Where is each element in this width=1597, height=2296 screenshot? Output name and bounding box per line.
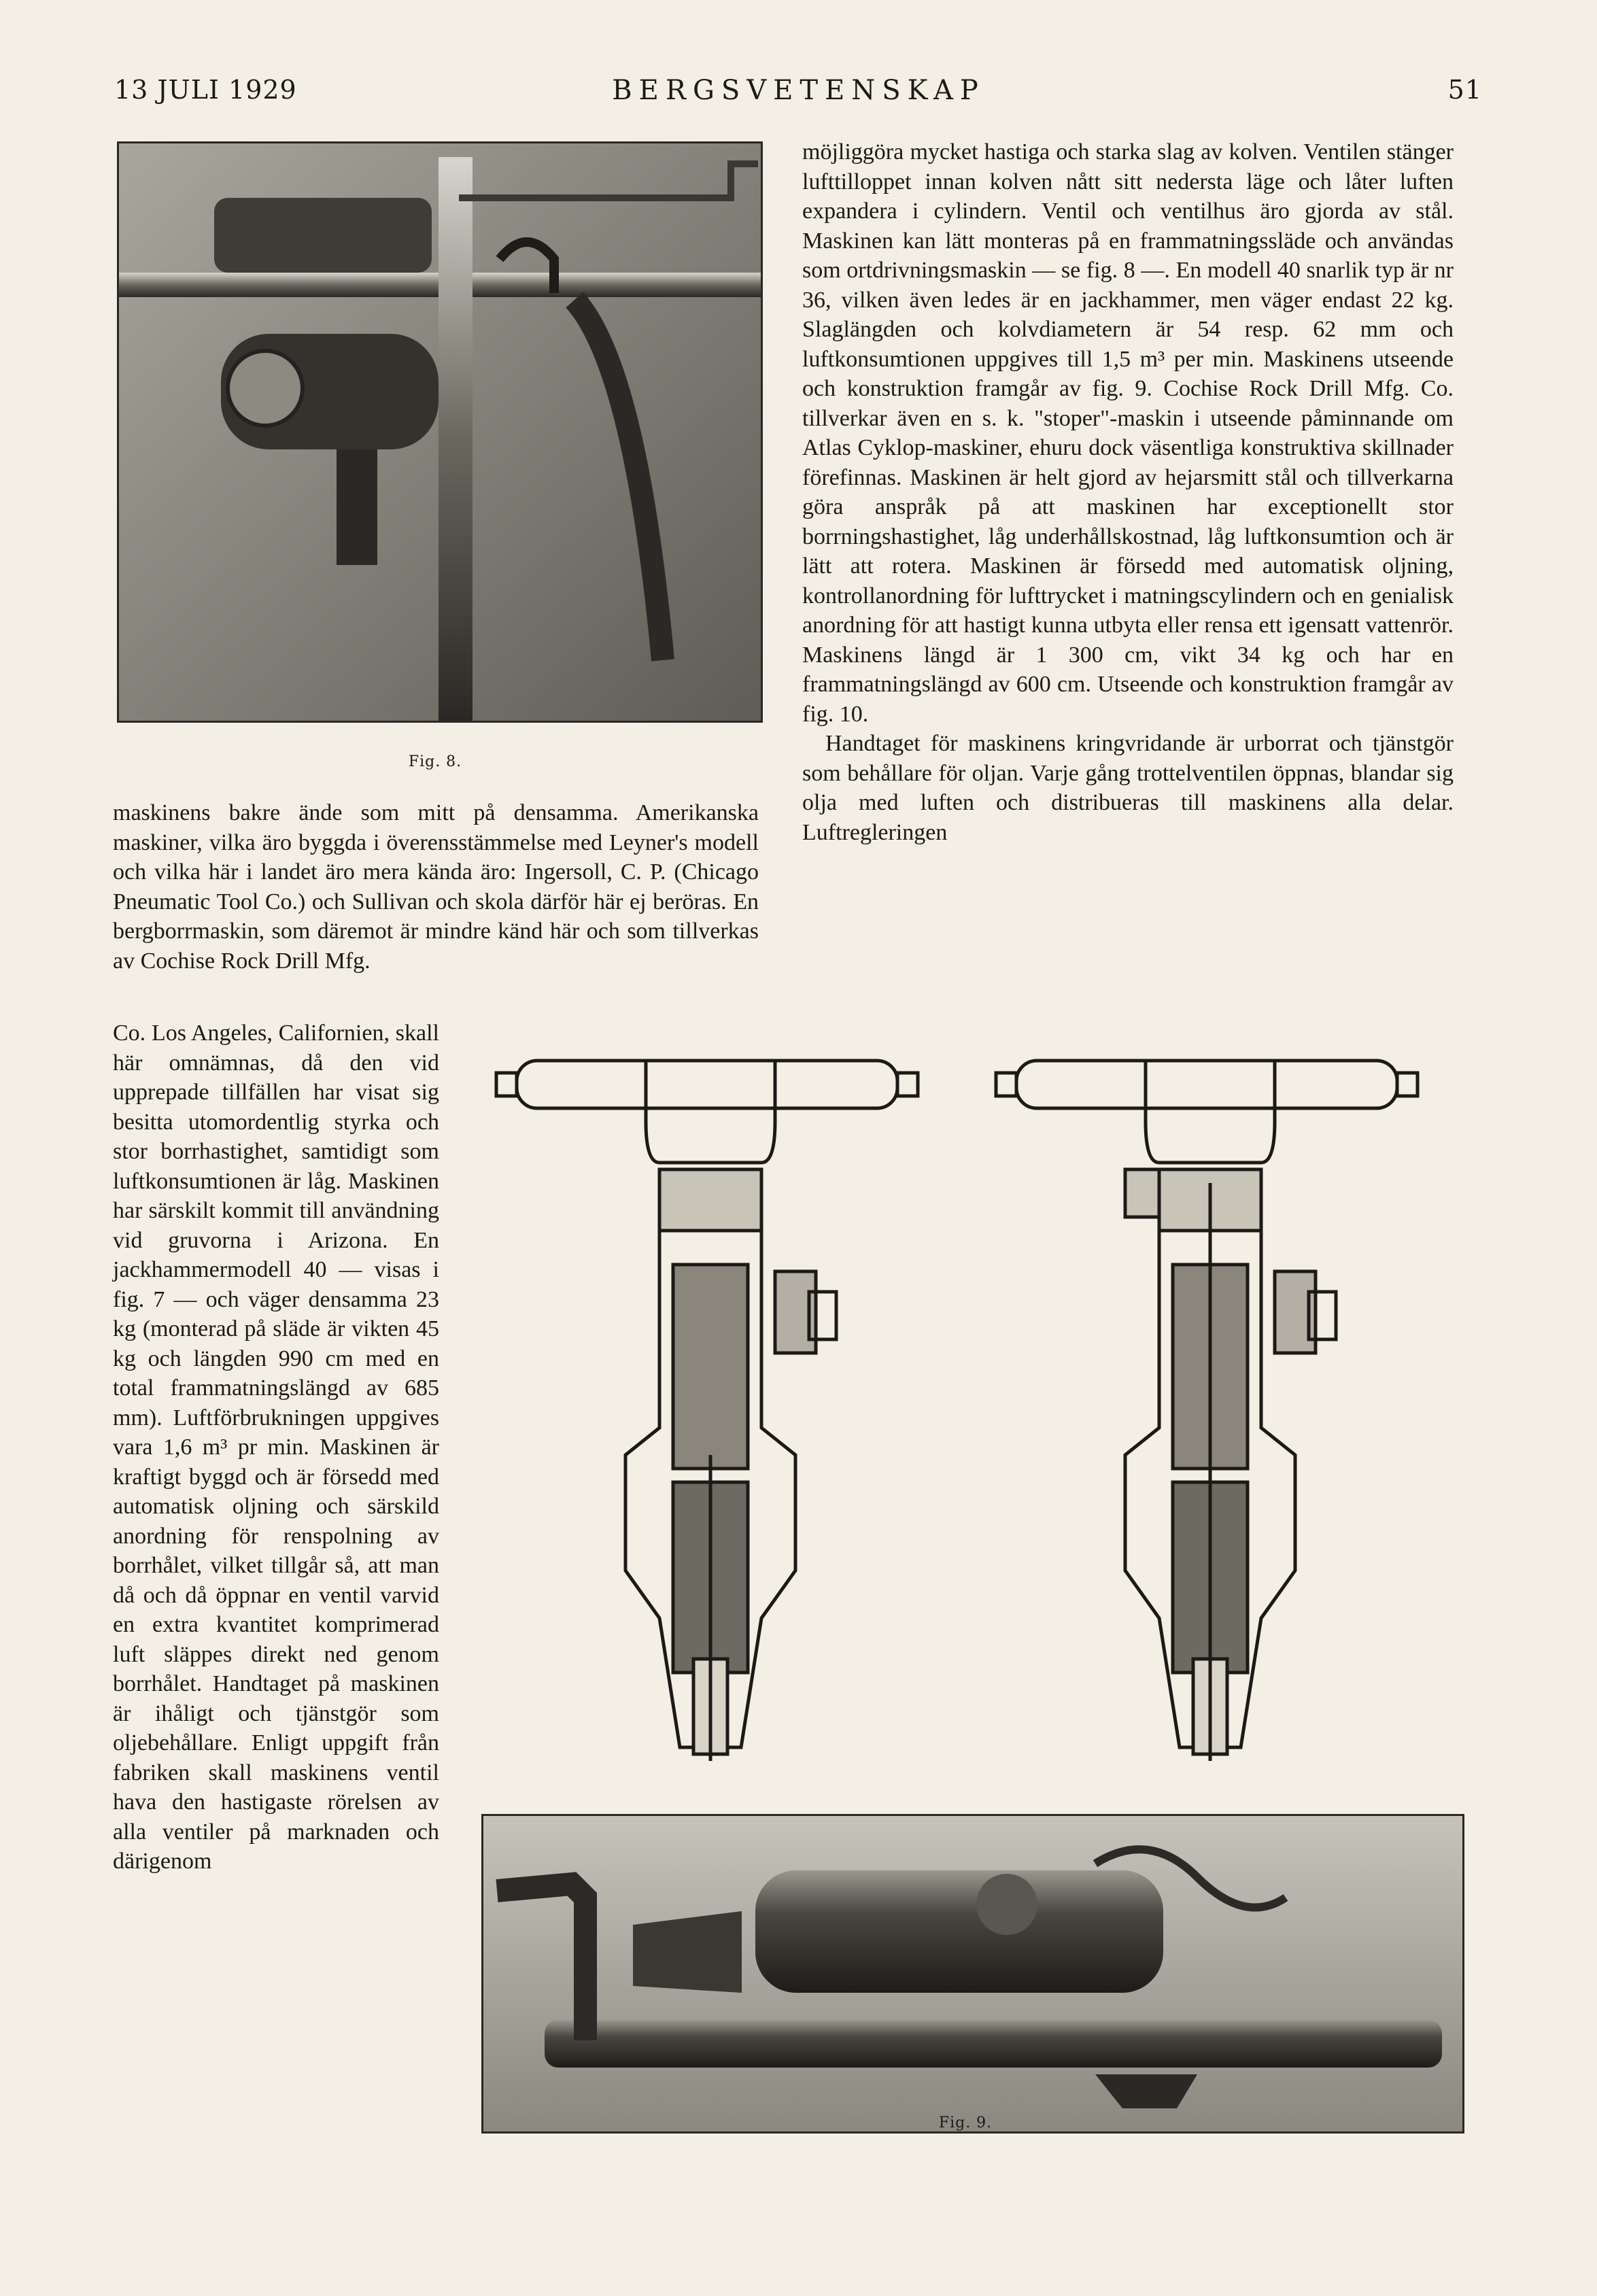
fig8-caption: Fig. 8. <box>408 753 462 770</box>
paragraph: Handtaget för maskinens kringvridande är urborrat och tjänstgör som behållare för oljan. Varje gång trottelventilen öppnas, blandar sig olja med luften och distribueras till maskinens alla delar. Luftregleringen <box>802 731 1454 845</box>
right-column <box>802 137 1454 847</box>
drill-cross-section-left <box>490 1047 931 1781</box>
left-column-top <box>113 798 759 976</box>
paragraph: maskinens bakre ände som mitt på densamma. Amerikanska maskiner, vilka äro byggda i överensstämmelse med Leyner's modell och vilka här i landet äro mera kända äro: Ingersoll, C. P. (Chicago Pneumatic Tool Co.) och Sullivan och skola därför här ej beröras. En bergborrmaskin, som däremot är mindre känd här och som tillverkas av Cochise Rock Drill Mfg. <box>113 800 759 974</box>
fig9-caption: Fig. 9. <box>938 2114 993 2131</box>
left-column-narrow <box>113 1018 439 1877</box>
fig8-photo <box>117 141 763 723</box>
issue-date: 13 JULI 1929 <box>114 75 297 105</box>
drill-machine-photo-illustration <box>483 1816 1462 2131</box>
drill-rig-photo-illustration <box>119 143 761 721</box>
paragraph: Co. Los Angeles, Californien, skall här omnämnas, då den vid upprepade tillfällen har visat sig besitta utomordentlig styrka och stor borrhastighet, samtidigt som luftkonsumtionen är låg. Maskinen har särskilt kommit till användning vid gruvorna i Arizona. En jackhammermodell 40 — visas i fig. 7 — och väger densamma 23 kg (monterad på släde är vikten 45 kg och längden 990 cm med en total frammatningslängd av 685 mm). Luftförbrukningen uppgives vara 1,6 m³ pr min. Maskinen är kraftigt byggd och är försedd med automatisk oljning och särskild anordning för renspolning av borrhålet, vilket tillgår så, att man då och då öppnar en ventil varvid en extra kvantitet komprimerad luft släppes direkt ned genom borrhålet. Handtaget på maskinen är ihåligt och tjänstgör som oljebehållare. Enligt uppgift från fabriken skall maskinens ventil hava den hastigaste rörelsen av alla ventiler på marknaden och därigenom <box>113 1021 439 1874</box>
journal-title: BERGSVETENSKAP <box>612 75 985 106</box>
paragraph: möjliggöra mycket hastiga och starka slag av kolven. Ventilen stänger lufttilloppet innan kolven nått sitt nedersta läge och låter luften expandera i cylindern. Ventil och ventilhus äro gjorda av stål. Maskinen kan lätt monteras på en frammatningssläde och användas som ortdrivningsmaskin — se fig. 8 —. En modell 40 snarlik typ är nr 36, vilken även ledes är en jackhammer, men väger endast 22 kg. Slaglängden och kolvdiametern är 54 resp. 62 mm och luftkonsumtionen uppgives till 1,5 m³ per min. Maskinens utseende och konstruktion framgår av fig. 9. Cochise Rock Drill Mfg. Co. tillverkar även en s. k. "stoper"-maskin i utseende påminnande om Atlas Cyklop-maskiner, ehuru dock väsentliga konstruktiva skillnader förefinnas. Maskinen är helt gjord av hejarsmitt stål och tillverkarna göra anspråk på att maskinen har exceptionellt stor borrningshastighet, låg underhållskostnad, låg luftkonsumtion och är lätt att rotera. Maskinen är försedd med automatisk oljning, kontrollanordning för lufttrycket i matningscylindern och en genialisk anordning för att hastigt kunna utbyta eller rensa ett igensatt vattenrör. Maskinens längd är 1 300 cm, vikt 34 kg och har en frammatningslängd av 600 cm. Utseende och konstruktion framgår av fig. 10. <box>802 139 1454 727</box>
fig9-photo <box>481 1814 1464 2134</box>
page-number: 51 <box>1447 75 1482 105</box>
drill-cross-section-right <box>989 1047 1452 1781</box>
